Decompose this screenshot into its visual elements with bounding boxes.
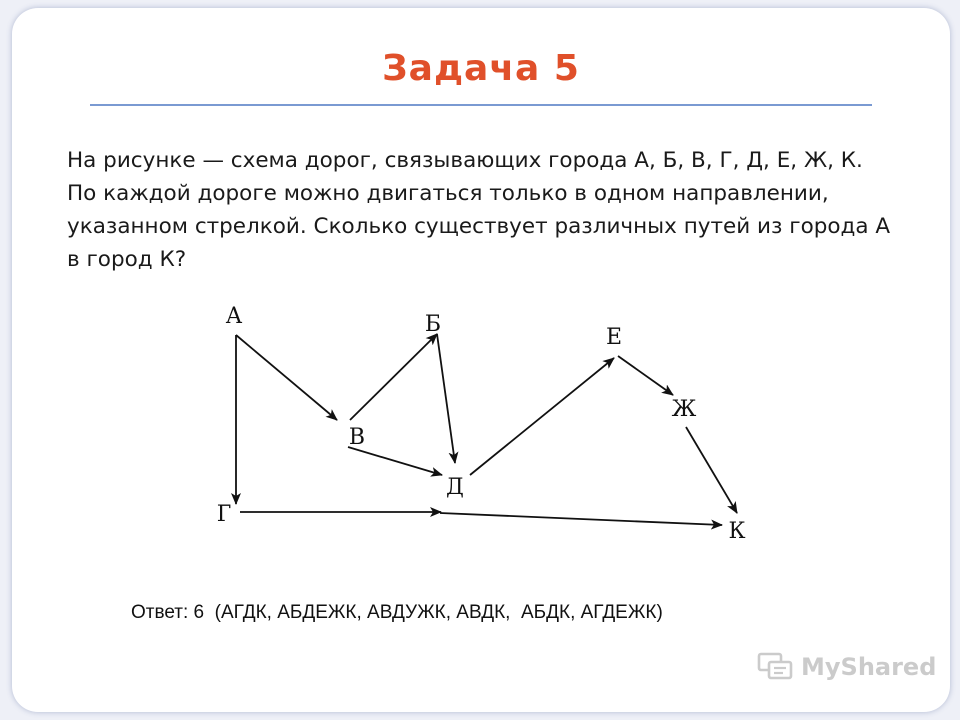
watermark: [757, 650, 936, 684]
city-label-g: Г: [216, 502, 232, 527]
edge-a-v: [236, 335, 337, 420]
edge-zh-k: [686, 427, 737, 513]
edge-d-k: [440, 513, 722, 525]
slide-title: Задача 5: [382, 48, 580, 89]
question-text: На рисунке — схема дорог, связывающих города А, Б, В, Г, Д, Е, Ж, К. По каждой дороге можно двигаться только в одном направлении, указанном стрелкой. Сколько существует различных путей из города А в город К?: [67, 148, 891, 272]
answer-text: Ответ: 6 (АГДК, АБДЕЖК, АВДУЖК, АВДК, АБДК, АГДЕЖК): [131, 602, 663, 623]
city-label-k: К: [728, 519, 746, 544]
city-label-d: Д: [446, 475, 464, 500]
city-label-zh: Ж: [671, 397, 697, 422]
edge-v-b: [350, 334, 437, 420]
edges-layer: [236, 334, 737, 525]
city-label-b: Б: [424, 312, 442, 337]
myshared-logo-icon: [757, 650, 797, 684]
nodes-layer: [217, 304, 746, 544]
city-label-e: Е: [605, 325, 623, 350]
city-label-a: А: [225, 304, 243, 329]
edge-e-zh: [618, 356, 673, 395]
edge-d-e: [470, 358, 614, 475]
city-label-v: В: [348, 425, 366, 450]
edge-v-d: [348, 447, 442, 475]
watermark-text: MyShared: [801, 653, 937, 681]
edge-b-d: [437, 334, 455, 463]
